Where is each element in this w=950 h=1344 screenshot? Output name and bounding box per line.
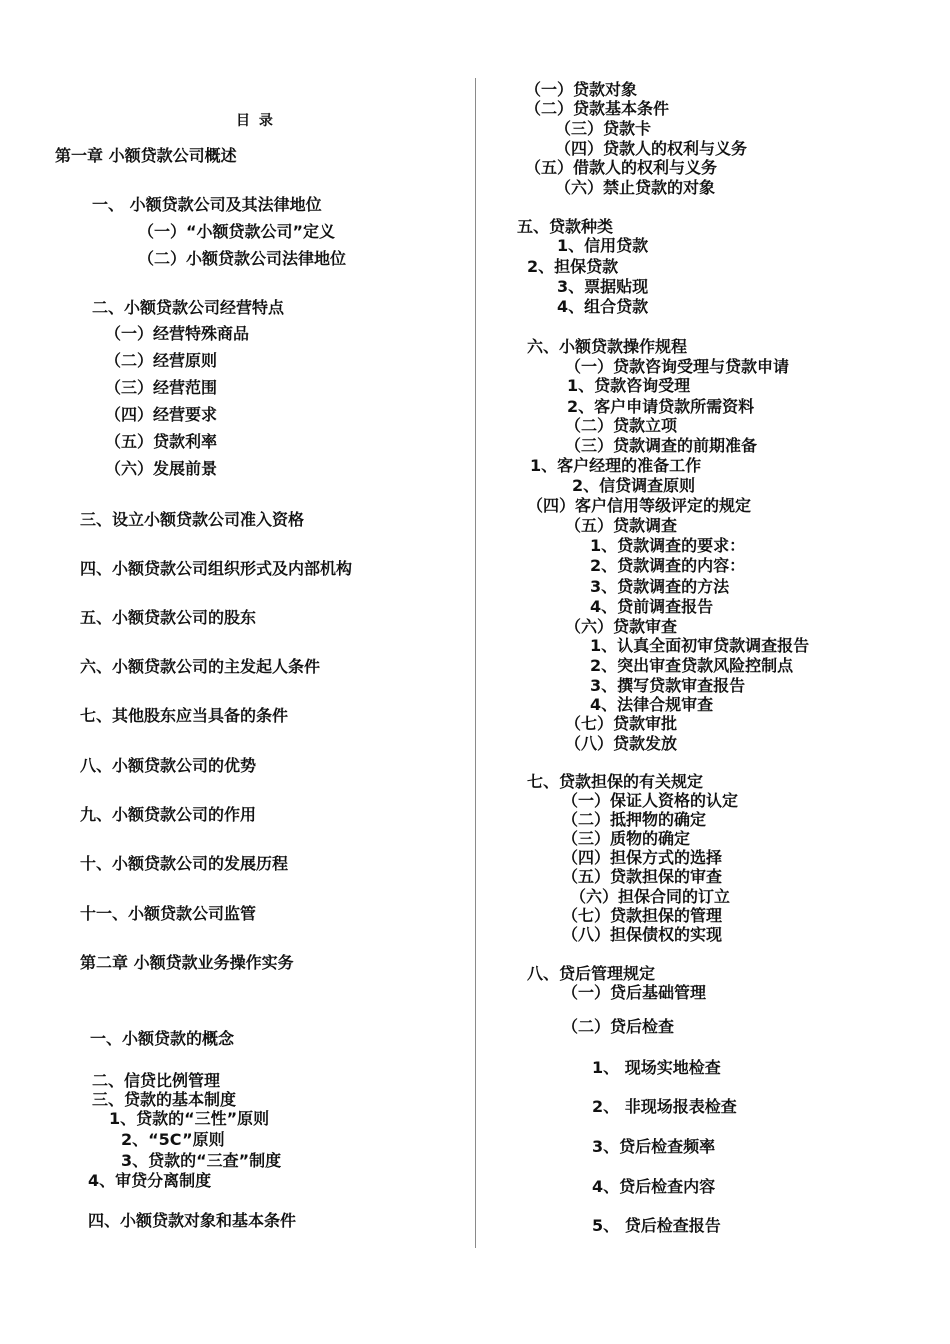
- toc-subsection: （三）质物的确定: [562, 829, 691, 848]
- toc-subsection: （五）借款人的权利与义务: [525, 158, 718, 177]
- toc-item: 4、审贷分离制度: [88, 1171, 212, 1190]
- toc-item: 2、突出审查贷款风险控制点: [590, 656, 794, 675]
- toc-section: 五、贷款种类: [517, 217, 614, 236]
- toc-section: 一、 小额贷款公司及其法律地位: [92, 195, 322, 214]
- toc-subsection: （二）经营原则: [105, 351, 218, 370]
- toc-subsection: （六）禁止贷款的对象: [555, 178, 716, 197]
- toc-item: 3、撰写贷款审查报告: [590, 676, 746, 695]
- toc-section: 二、信贷比例管理: [92, 1071, 221, 1090]
- toc-item: 1、贷款调查的要求：: [590, 536, 746, 555]
- toc-section: 十、小额贷款公司的发展历程: [80, 854, 289, 873]
- toc-subsection: （二）贷后检查: [562, 1017, 675, 1036]
- toc-item: 3、贷款调查的方法: [590, 577, 730, 596]
- toc-section: 八、小额贷款公司的优势: [80, 756, 257, 775]
- toc-subsection: （三）贷款卡: [555, 119, 652, 138]
- toc-section: 三、设立小额贷款公司准入资格: [80, 510, 305, 529]
- toc-item: 1、客户经理的准备工作: [530, 456, 702, 475]
- toc-item: 4、贷前调查报告: [590, 597, 714, 616]
- toc-item: 2、 非现场报表检查: [592, 1097, 737, 1116]
- toc-item: 4、组合贷款: [557, 297, 649, 316]
- toc-section: 七、其他股东应当具备的条件: [80, 706, 289, 725]
- toc-subsection: （二）贷款立项: [565, 416, 678, 435]
- toc-subsection: （八）贷款发放: [565, 734, 678, 753]
- toc-subsection: （六）担保合同的订立: [570, 887, 731, 906]
- toc-item: 5、 贷后检查报告: [592, 1216, 721, 1235]
- column-divider: [475, 78, 476, 1248]
- toc-section: 十一、小额贷款公司监管: [80, 904, 257, 923]
- toc-subsection: （八）担保债权的实现: [562, 925, 723, 944]
- toc-subsection: （二）抵押物的确定: [562, 810, 707, 829]
- toc-item: 1、 现场实地检查: [592, 1058, 721, 1077]
- toc-subsection: （七）贷款担保的管理: [562, 906, 723, 925]
- toc-subsection: （五）贷款利率: [105, 432, 218, 451]
- toc-subsection: （四）客户信用等级评定的规定: [527, 496, 752, 515]
- toc-subsection: （一）贷款咨询受理与贷款申请: [565, 357, 790, 376]
- toc-subsection: （六）贷款审查: [565, 617, 678, 636]
- toc-item: 1、信用贷款: [557, 236, 649, 255]
- toc-section: 三、贷款的基本制度: [92, 1090, 237, 1109]
- toc-section: 五、小额贷款公司的股东: [80, 608, 257, 627]
- toc-section: 八、贷后管理规定: [527, 964, 656, 983]
- toc-subsection: （一）贷款对象: [525, 80, 638, 99]
- toc-item: 3、票据贴现: [557, 277, 649, 296]
- toc-item: 2、客户申请贷款所需资料: [567, 397, 755, 416]
- toc-item: 4、贷后检查内容: [592, 1177, 716, 1196]
- toc-section: 七、贷款担保的有关规定: [527, 772, 704, 791]
- toc-item: 3、贷款的“三查”制度: [121, 1151, 282, 1170]
- toc-subsection: （四）经营要求: [105, 405, 218, 424]
- toc-subsection: （三）经营范围: [105, 378, 218, 397]
- toc-section: 六、小额贷款公司的主发起人条件: [80, 657, 321, 676]
- toc-subsection: （一）贷后基础管理: [562, 983, 707, 1002]
- toc-section: 四、小额贷款公司组织形式及内部机构: [80, 559, 353, 578]
- toc-section: 九、小额贷款公司的作用: [80, 805, 257, 824]
- toc-chapter-2: 第二章 小额贷款业务操作实务: [80, 953, 294, 972]
- toc-section: 一、小额贷款的概念: [90, 1029, 235, 1048]
- toc-subsection: （四）贷款人的权利与义务: [555, 139, 748, 158]
- toc-subsection: （四）担保方式的选择: [562, 848, 723, 867]
- toc-subsection: （三）贷款调查的前期准备: [565, 436, 758, 455]
- toc-item: 1、认真全面初审贷款调查报告: [590, 636, 810, 655]
- toc-section: 六、小额贷款操作规程: [527, 337, 688, 356]
- toc-item: 4、法律合规审查: [590, 695, 714, 714]
- toc-section: 四、小额贷款对象和基本条件: [88, 1211, 297, 1230]
- toc-item: 2、“5C”原则: [121, 1130, 225, 1149]
- toc-subsection: （一）保证人资格的认定: [562, 791, 739, 810]
- toc-subsection: （一）经营特殊商品: [105, 324, 250, 343]
- toc-item: 1、贷款咨询受理: [567, 376, 691, 395]
- toc-section: 二、小额贷款公司经营特点: [92, 298, 285, 317]
- toc-chapter-1: 第一章 小额贷款公司概述: [55, 146, 237, 165]
- toc-item: 2、担保贷款: [527, 257, 619, 276]
- toc-subsection: （六）发展前景: [105, 459, 218, 478]
- toc-subsection: （二）贷款基本条件: [525, 99, 670, 118]
- toc-item: 2、信贷调查原则: [572, 476, 696, 495]
- toc-item: 1、贷款的“三性”原则: [109, 1109, 270, 1128]
- toc-subsection: （一）“小额贷款公司”定义: [138, 222, 336, 241]
- toc-subsection: （七）贷款审批: [565, 714, 678, 733]
- toc-item: 3、贷后检查频率: [592, 1137, 716, 1156]
- toc-item: 2、贷款调查的内容：: [590, 556, 746, 575]
- toc-subsection: （五）贷款调查: [565, 516, 678, 535]
- toc-title: 目 录: [236, 113, 275, 129]
- toc-subsection: （二）小额贷款公司法律地位: [138, 249, 347, 268]
- toc-subsection: （五）贷款担保的审查: [562, 867, 723, 886]
